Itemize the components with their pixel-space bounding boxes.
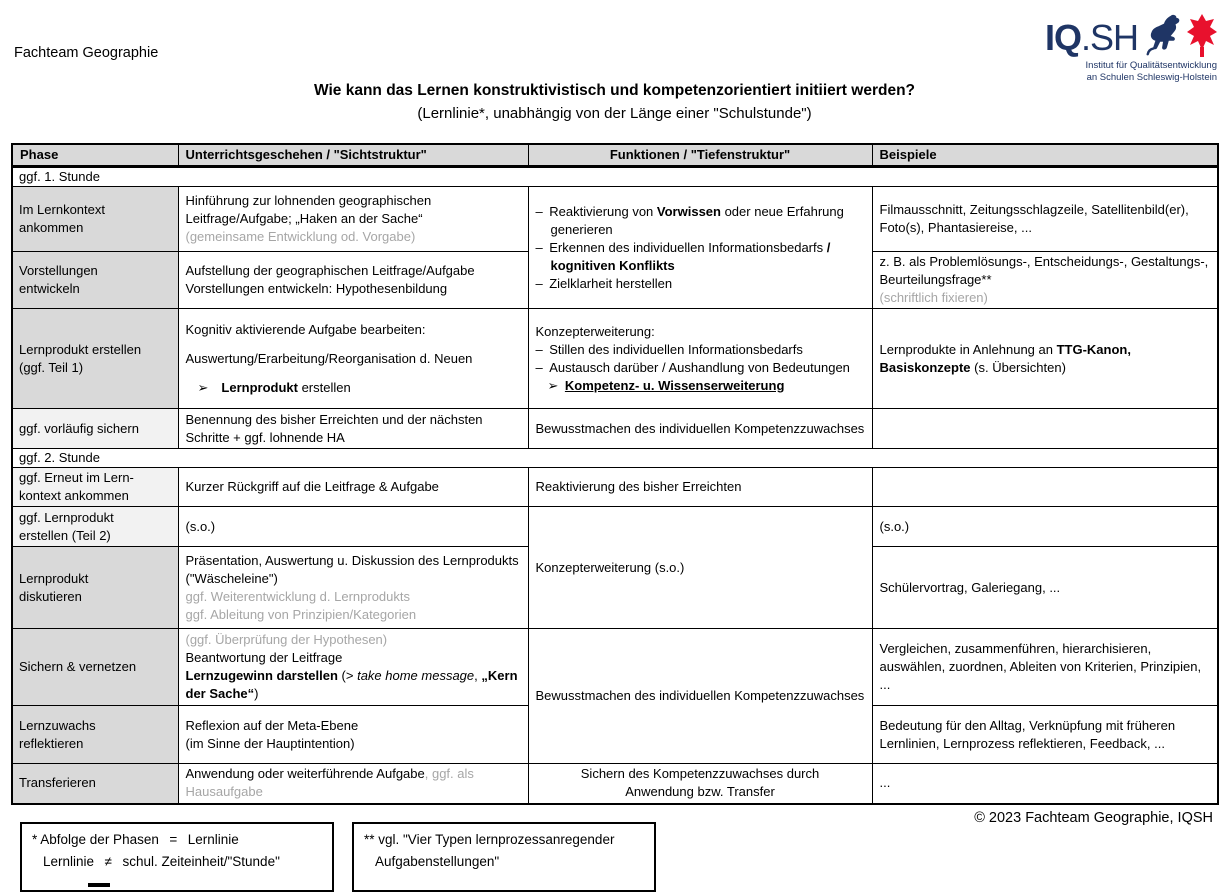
cell-beispiele-sichern-vernetzen	[872, 629, 1218, 706]
cell-unterricht-diskutieren	[178, 547, 528, 629]
text-line: Schülervortrag, Galeriegang, ...	[879, 579, 1061, 595]
cell-phase-lernprodukt-2	[12, 507, 178, 547]
cell-funktionen-lernprodukt-2-diskutieren	[528, 507, 872, 629]
cell-funktionen-sichern-reflektieren	[528, 629, 872, 764]
col-header-funktionen: Funktionen / "Tiefenstruktur"	[528, 144, 872, 167]
footnote-box-lernlinie	[20, 822, 334, 892]
text-line: Lernzugewinn darstellen (> take home message, „Kern der Sache“)	[185, 668, 518, 701]
text-line: Anwendung oder weiterführende Aufgabe, ggf. als Hausaufgabe	[185, 766, 474, 800]
text-line: Lernprodukt erstellen	[19, 341, 142, 357]
text-line: (im Sinne der Hauptintention)	[185, 735, 355, 751]
cell-phase-lernprodukt-1	[12, 309, 178, 409]
text-line: Transferieren	[19, 775, 96, 791]
cell-unterricht-sichern-vernetzen	[178, 629, 528, 706]
cell-beispiele-ankommen	[872, 187, 1218, 252]
footnote-box-aufgabentypen	[352, 822, 656, 892]
cell-phase-diskutieren	[12, 547, 178, 629]
cell-phase-reflektieren	[12, 706, 178, 764]
cell-phase-vorlaeufig-sichern	[12, 409, 178, 449]
text-line: Vergleichen, zusammenführen, hierarchisieren, auswählen, zuordnen, Ableiten von Kriterien, Prinzipien, ...	[879, 641, 1202, 692]
text-line: (s.o.)	[879, 518, 910, 534]
text-line: ggf. vorläufig sichern	[19, 420, 139, 436]
text-line: – Stillen des individuellen Informationsbedarfs	[535, 341, 803, 357]
table-row	[12, 507, 1218, 547]
cell-beispiele-vorstellungen	[872, 252, 1218, 309]
text-line: Hinführung zur lohnenden geographischen Leitfrage/Aufgabe; „Haken an der Sache“	[185, 193, 432, 226]
cell-unterricht-vorstellungen	[178, 252, 528, 309]
text-line: Kurzer Rückgriff auf die Leitfrage & Aufgabe	[185, 479, 439, 494]
text-line: ggf. Erneut im Lern-	[19, 470, 134, 485]
cell-phase-transferieren	[12, 764, 178, 804]
text-line	[186, 368, 521, 379]
text-line: – Austausch darüber / Aushandlung von Bedeutungen	[535, 359, 850, 375]
text-line: Benennung des bisher Erreichten und der nächsten Schritte + ggf. lohnende HA	[185, 411, 483, 445]
iqsh-logo-row	[1027, 14, 1217, 58]
text-line: ...	[879, 775, 891, 791]
text-line: Sichern des Kompetenzzuwachses durch	[580, 766, 820, 782]
section-label-stunde-1: ggf. 1. Stunde	[12, 167, 1218, 187]
table-row	[12, 187, 1218, 252]
text-line: Bewusstmachen des individuellen Kompetenzzuwachses	[535, 688, 865, 703]
text-line: erstellen (Teil 2)	[19, 527, 111, 543]
table-row	[12, 629, 1218, 706]
text-line: diskutieren	[19, 588, 82, 604]
cell-unterricht-transferieren	[178, 764, 528, 804]
iqsh-logo-subtitle-line2: an Schulen Schleswig-Holstein	[1086, 72, 1217, 83]
lernlinie-table-wrap	[11, 143, 1219, 805]
text-line: (ggf. Überprüfung der Hypothesen)	[185, 632, 388, 647]
text-line: ** vgl. "Vier Typen lernprozessanregender	[364, 832, 615, 847]
cell-beispiele-erneut-ankommen	[872, 468, 1218, 507]
cell-phase-vorstellungen	[12, 252, 178, 309]
nettle-leaf-icon	[1187, 14, 1217, 58]
text-line: Reaktivierung des bisher Erreichten	[535, 479, 742, 494]
table-row	[12, 309, 1218, 409]
col-header-beispiele: Beispiele	[872, 144, 1218, 167]
cell-phase-erneut-ankommen	[12, 468, 178, 507]
text-line: Aufgabenstellungen"	[375, 854, 500, 869]
text-line: ➢ Lernprodukt erstellen	[197, 379, 351, 395]
org-unit-label: Fachteam Geographie	[14, 45, 159, 61]
cell-unterricht-erneut-ankommen	[178, 468, 528, 507]
iqsh-wordmark-iq: IQ	[1044, 17, 1081, 58]
text-line: kontext ankommen	[19, 488, 129, 503]
text-line: – Erkennen des individuellen Informationsbedarfs / kognitiven Konflikts	[535, 239, 831, 273]
table-row	[12, 764, 1218, 804]
cell-unterricht-ankommen	[178, 187, 528, 252]
text-line: Bedeutung für den Alltag, Verknüpfung mit früheren Lernlinien, Lernprozess reflektieren, Feedback, ...	[879, 717, 1176, 751]
text-line: ggf. Weiterentwicklung d. Lernprodukts	[185, 588, 410, 604]
text-line: reflektieren	[19, 735, 84, 751]
cell-beispiele-transferieren	[872, 764, 1218, 804]
text-line: Bewusstmachen des individuellen Kompetenzzuwachses	[535, 420, 865, 436]
text-line: Anwendung bzw. Transfer	[625, 784, 775, 800]
text-line: Vorstellungen entwickeln: Hypothesenbildung	[185, 281, 448, 296]
text-line	[186, 339, 521, 350]
text-line: Lernprodukt	[19, 570, 89, 586]
text-line: Sichern & vernetzen	[19, 659, 137, 674]
text-line: (schriftlich fixieren)	[879, 290, 988, 305]
text-line: (s.o.)	[185, 518, 216, 534]
copyright-note: © 2023 Fachteam Geographie, IQSH	[974, 810, 1213, 826]
text-line: (ggf. Teil 1)	[19, 359, 84, 375]
col-header-unterrichtsgeschehen: Unterrichtsgeschehen / "Sichtstruktur"	[178, 144, 528, 167]
text-line: * Abfolge der Phasen = Lernlinie	[32, 832, 239, 847]
cell-funktionen-erneut-ankommen	[528, 468, 872, 507]
text-line: ankommen	[19, 220, 84, 235]
text-line: ggf. Lernprodukt	[19, 509, 114, 525]
text-line: Konzepterweiterung (s.o.)	[535, 559, 685, 575]
text-line: Lernlinie ≠ schul. Zeiteinheit/"Stunde"	[43, 854, 280, 869]
text-line: Lernzuwachs	[19, 717, 96, 733]
text-line: entwickeln	[19, 281, 80, 296]
cell-beispiele-lernprodukt-2	[872, 507, 1218, 547]
text-line: Präsentation, Auswertung u. Diskussion des Lernprodukts ("Wäscheleine")	[185, 552, 519, 586]
cell-phase-sichern-vernetzen	[12, 629, 178, 706]
text-line: Kognitiv aktivierende Aufgabe bearbeiten:	[185, 321, 426, 337]
text-line: z. B. als Problemlösungs-, Entscheidungs-, Gestaltungs-, Beurteilungsfrage**	[879, 254, 1209, 287]
text-line: Im Lernkontext	[19, 202, 105, 217]
cell-beispiele-reflektieren	[872, 706, 1218, 764]
cell-unterricht-vorlaeufig-sichern	[178, 409, 528, 449]
cell-beispiele-lernprodukt-1	[872, 309, 1218, 409]
iqsh-logo-subtitle-line1: Institut für Qualitätsentwicklung	[1085, 60, 1217, 71]
text-line: Lernprodukte in Anlehnung an TTG-Kanon, Basiskonzepte (s. Übersichten)	[879, 341, 1131, 375]
section-label-stunde-2: ggf. 2. Stunde	[12, 449, 1218, 468]
text-line: Beantwortung der Leitfrage	[185, 650, 343, 665]
table-row	[12, 409, 1218, 449]
section-row-stunde-1	[12, 167, 1218, 187]
iqsh-logo-subtitle	[1027, 60, 1217, 84]
table-header-row	[12, 144, 1218, 167]
cell-funktionen-ankommen-vorstellungen	[528, 187, 872, 309]
cell-unterricht-lernprodukt-2	[178, 507, 528, 547]
iqsh-wordmark-sh: .SH	[1080, 17, 1138, 58]
text-line: – Reaktivierung von Vorwissen oder neue Erfahrung generieren	[535, 203, 844, 237]
page-edge-mark	[88, 883, 110, 887]
cell-funktionen-lernprodukt-1	[528, 309, 872, 409]
page-title: Wie kann das Lernen konstruktivistisch und kompetenzorientiert initiiert werden?	[313, 82, 916, 99]
cell-beispiele-vorlaeufig-sichern	[872, 409, 1218, 449]
text-line: Konzepterweiterung:	[535, 323, 655, 339]
text-line: – Zielklarheit herstellen	[535, 275, 673, 291]
cell-phase-ankommen	[12, 187, 178, 252]
cell-unterricht-lernprodukt-1	[178, 309, 528, 409]
lion-crest-icon	[1144, 14, 1184, 58]
cell-funktionen-transferieren	[528, 764, 872, 804]
text-line: Vorstellungen	[19, 263, 98, 278]
page-subtitle: (Lernlinie*, unabhängig von der Länge einer "Schulstunde")	[417, 105, 812, 122]
iqsh-wordmark	[1045, 18, 1138, 58]
text-line: ggf. Ableitung von Prinzipien/Kategorien	[185, 606, 417, 622]
table-row	[12, 468, 1218, 507]
text-line: Reflexion auf der Meta-Ebene	[185, 717, 359, 733]
cell-funktionen-vorlaeufig-sichern	[528, 409, 872, 449]
text-line: Filmausschnitt, Zeitungsschlagzeile, Satellitenbild(er), Foto(s), Phantasiereise, ...	[879, 202, 1189, 235]
text-line: ➢ Kompetenz- u. Wissenserweiterung	[547, 377, 785, 393]
text-line: Aufstellung der geographischen Leitfrage/Aufgabe	[185, 263, 475, 278]
lernlinie-table	[11, 143, 1219, 805]
cell-beispiele-diskutieren	[872, 547, 1218, 629]
col-header-phase: Phase	[12, 144, 178, 167]
iqsh-logo	[1027, 14, 1217, 84]
text-line: (gemeinsame Entwicklung od. Vorgabe)	[185, 229, 416, 244]
text-line: Auswertung/Erarbeitung/Reorganisation d. Neuen	[185, 350, 473, 366]
section-row-stunde-2	[12, 449, 1218, 468]
cell-unterricht-reflektieren	[178, 706, 528, 764]
